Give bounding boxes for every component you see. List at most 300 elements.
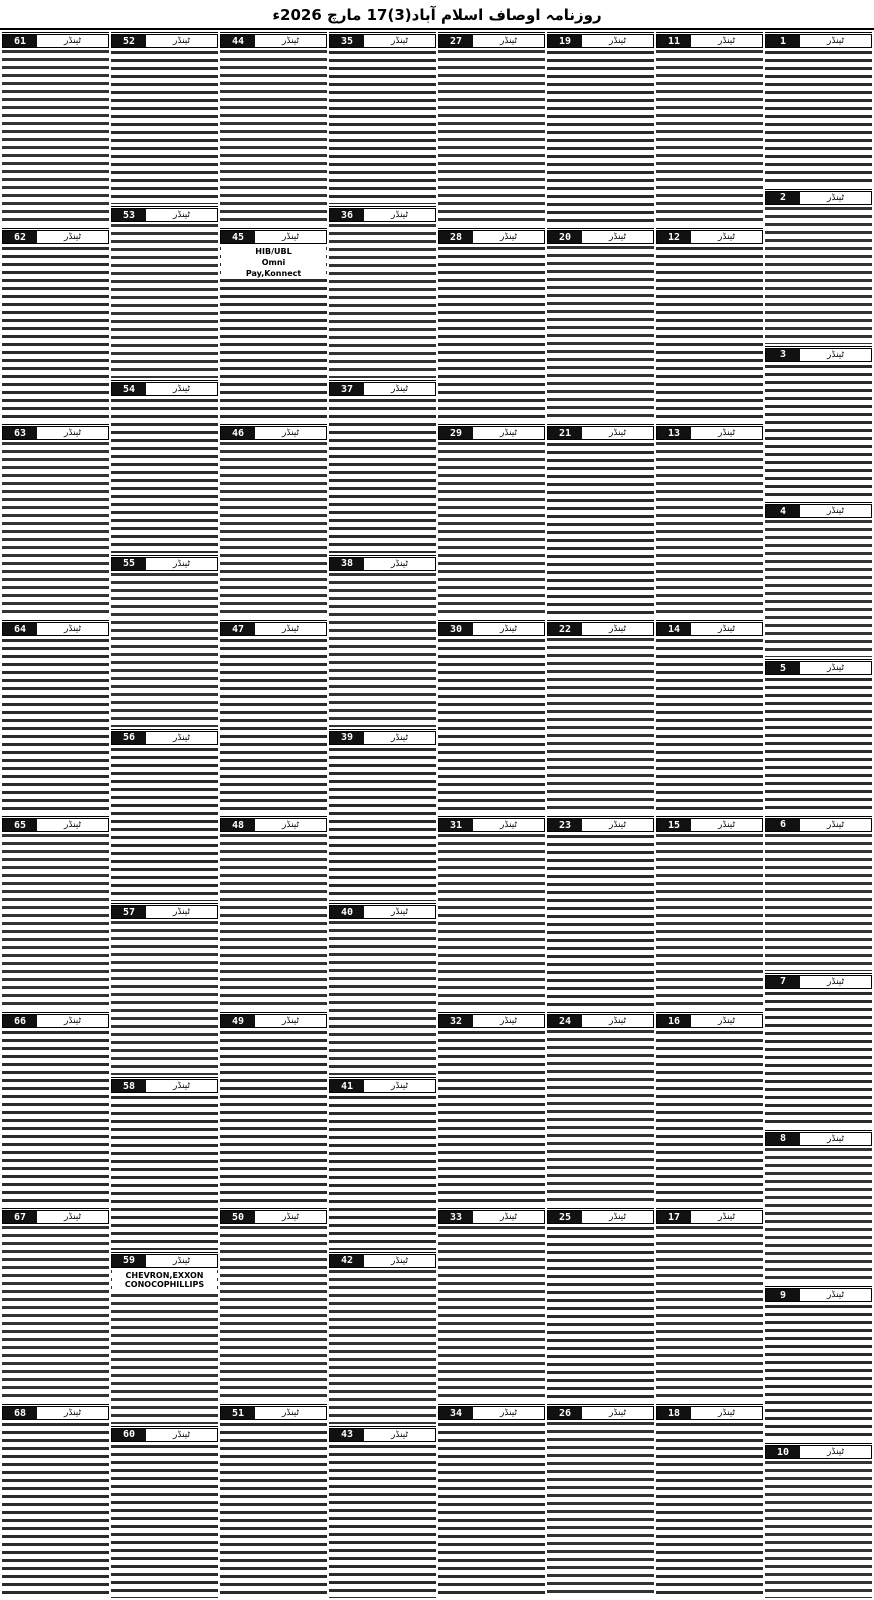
- news-item-body: [111, 396, 218, 552]
- news-item: [111, 206, 218, 378]
- news-item-label: ٹینڈر: [364, 35, 435, 47]
- news-item-number: 12: [657, 231, 691, 243]
- news-item-number: 25: [548, 1211, 582, 1223]
- news-item-header: [547, 1406, 654, 1420]
- news-item: [765, 189, 872, 344]
- news-item: [438, 1012, 545, 1206]
- news-item-number: 64: [3, 623, 37, 635]
- news-item: [329, 555, 436, 727]
- news-item-number: 51: [221, 1407, 255, 1419]
- news-item-number: 58: [112, 1080, 146, 1092]
- news-item-number: 7: [766, 976, 800, 988]
- news-item: [765, 973, 872, 1128]
- news-item-header: [656, 426, 763, 440]
- news-item-label: ٹینڈر: [800, 35, 871, 47]
- news-item: [329, 903, 436, 1075]
- news-item-header: [765, 1132, 872, 1146]
- news-item-header: [329, 1428, 436, 1442]
- news-item-header: [438, 426, 545, 440]
- news-item-number: 45: [221, 231, 255, 243]
- news-item: [220, 424, 327, 618]
- news-item-header: [656, 1406, 763, 1420]
- news-item-body: [547, 832, 654, 1010]
- news-item-number: 14: [657, 623, 691, 635]
- news-item: [111, 1252, 218, 1424]
- news-item-label: ٹینڈر: [691, 1211, 762, 1223]
- news-item-header: [547, 230, 654, 244]
- news-item: [2, 32, 109, 226]
- news-item-body: [220, 1224, 327, 1402]
- news-item-number: 2: [766, 192, 800, 204]
- news-item: [547, 620, 654, 814]
- news-item-body: [656, 1028, 763, 1206]
- news-item-body: [220, 832, 327, 1010]
- news-item-body: [220, 48, 327, 226]
- news-item-header: [765, 34, 872, 48]
- news-item-header: [547, 818, 654, 832]
- news-item-body: [220, 1420, 327, 1598]
- news-item-body: [111, 1093, 218, 1249]
- news-item-number: 24: [548, 1015, 582, 1027]
- news-item-label: ٹینڈر: [255, 819, 326, 831]
- news-item-number: 39: [330, 732, 364, 744]
- news-item-header: [438, 1210, 545, 1224]
- news-item-number: 28: [439, 231, 473, 243]
- news-item-number: 6: [766, 819, 800, 831]
- news-item-label: ٹینڈر: [800, 192, 871, 204]
- news-item-body: [2, 1028, 109, 1206]
- news-item-body: [220, 440, 327, 618]
- news-item: [220, 228, 327, 422]
- news-item-number: 47: [221, 623, 255, 635]
- news-item-number: 49: [221, 1015, 255, 1027]
- news-item-header: [438, 1014, 545, 1028]
- news-item-label: ٹینڈر: [582, 1015, 653, 1027]
- news-item-label: ٹینڈر: [691, 1407, 762, 1419]
- news-item-number: 13: [657, 427, 691, 439]
- news-item-number: 57: [112, 906, 146, 918]
- news-item-header: [220, 622, 327, 636]
- news-item-body: [329, 222, 436, 378]
- news-item-header: [765, 1445, 872, 1459]
- news-item: [765, 1130, 872, 1285]
- news-item-body: [111, 48, 218, 204]
- news-item-label: ٹینڈر: [582, 1407, 653, 1419]
- news-item: [2, 816, 109, 1010]
- news-item-header: [438, 1406, 545, 1420]
- news-item-header: [220, 1210, 327, 1224]
- news-item-label: ٹینڈر: [800, 505, 871, 517]
- news-item: [656, 424, 763, 618]
- news-item-header: [2, 230, 109, 244]
- news-item-body: [438, 832, 545, 1010]
- news-item: [220, 1012, 327, 1206]
- news-item-number: 19: [548, 35, 582, 47]
- news-item-header: [220, 426, 327, 440]
- news-item-label: ٹینڈر: [473, 623, 544, 635]
- news-item-label: ٹینڈر: [37, 231, 108, 243]
- news-item: [765, 32, 872, 187]
- news-item-label: ٹینڈر: [37, 1211, 108, 1223]
- news-item: [329, 729, 436, 901]
- news-item-body: [765, 832, 872, 971]
- news-item-label: ٹینڈر: [37, 819, 108, 831]
- news-item-header: [765, 661, 872, 675]
- news-item: [547, 1208, 654, 1402]
- news-item-body: [2, 1224, 109, 1402]
- news-item-label: ٹینڈر: [800, 976, 871, 988]
- news-item-header: [329, 1079, 436, 1093]
- news-item-number: 63: [3, 427, 37, 439]
- news-item-header: [220, 1014, 327, 1028]
- news-item-body: [656, 440, 763, 618]
- news-item-number: 31: [439, 819, 473, 831]
- news-item-label: ٹینڈر: [582, 35, 653, 47]
- news-item-label: ٹینڈر: [146, 35, 217, 47]
- news-item-label: ٹینڈر: [146, 383, 217, 395]
- news-item-body: [656, 832, 763, 1010]
- news-item-header: [329, 34, 436, 48]
- news-item-body: [111, 745, 218, 901]
- news-item-label: ٹینڈر: [691, 427, 762, 439]
- news-item: [111, 32, 218, 204]
- news-item-body: [765, 989, 872, 1128]
- news-item-header: [220, 818, 327, 832]
- news-item-body: [220, 244, 327, 422]
- news-item: [438, 1404, 545, 1598]
- news-item: [547, 816, 654, 1010]
- news-item-number: 30: [439, 623, 473, 635]
- news-item-body: [329, 745, 436, 901]
- news-item-body: [765, 362, 872, 501]
- news-item: [329, 1252, 436, 1424]
- news-item: [438, 228, 545, 422]
- news-item-label: ٹینڈر: [37, 35, 108, 47]
- news-item-header: [438, 818, 545, 832]
- news-item-number: 22: [548, 623, 582, 635]
- news-column: [765, 32, 872, 1598]
- news-item-header: [438, 622, 545, 636]
- news-item-body: [438, 1028, 545, 1206]
- news-item-label: ٹینڈر: [473, 35, 544, 47]
- news-item: [220, 32, 327, 226]
- news-item-label: ٹینڈر: [364, 906, 435, 918]
- news-item-header: [765, 818, 872, 832]
- news-item-number: 21: [548, 427, 582, 439]
- news-item-body: [220, 636, 327, 814]
- news-item-label: ٹینڈر: [255, 1407, 326, 1419]
- news-item-label: ٹینڈر: [146, 558, 217, 570]
- news-item-body: [547, 1224, 654, 1402]
- news-item-number: 16: [657, 1015, 691, 1027]
- news-item-number: 59: [112, 1255, 146, 1267]
- news-item: [111, 380, 218, 552]
- news-item-header: [765, 191, 872, 205]
- news-item-number: 55: [112, 558, 146, 570]
- news-item-number: 27: [439, 35, 473, 47]
- news-item-number: 40: [330, 906, 364, 918]
- news-item-label: ٹینڈر: [364, 1255, 435, 1267]
- news-item-label: ٹینڈر: [364, 1080, 435, 1092]
- news-item-label: ٹینڈر: [691, 623, 762, 635]
- news-item-number: 53: [112, 209, 146, 221]
- news-item-number: 50: [221, 1211, 255, 1223]
- news-item-number: 52: [112, 35, 146, 47]
- news-item-number: 20: [548, 231, 582, 243]
- news-item: [656, 32, 763, 226]
- news-item-label: ٹینڈر: [255, 427, 326, 439]
- news-item-header: [547, 34, 654, 48]
- news-item-label: ٹینڈر: [364, 558, 435, 570]
- news-item-header: [329, 731, 436, 745]
- news-item-body: [2, 48, 109, 226]
- news-item: [2, 1404, 109, 1598]
- news-item-header: [2, 34, 109, 48]
- news-item: [2, 620, 109, 814]
- news-item-number: 5: [766, 662, 800, 674]
- news-item: [765, 502, 872, 657]
- news-item-label: ٹینڈر: [146, 906, 217, 918]
- news-item-label: ٹینڈر: [582, 427, 653, 439]
- news-item-number: 17: [657, 1211, 691, 1223]
- news-item-header: [656, 1014, 763, 1028]
- news-item-number: 10: [766, 1446, 800, 1458]
- news-item-header: [765, 504, 872, 518]
- news-item-label: ٹینڈر: [364, 383, 435, 395]
- news-item-header: [2, 1210, 109, 1224]
- news-item: [547, 32, 654, 226]
- news-item-label: ٹینڈر: [146, 1429, 217, 1441]
- news-item: [329, 32, 436, 204]
- news-item: [656, 1012, 763, 1206]
- news-item-label: ٹینڈر: [800, 662, 871, 674]
- news-item-number: 56: [112, 732, 146, 744]
- news-item-label: ٹینڈر: [691, 1015, 762, 1027]
- news-item-header: [656, 230, 763, 244]
- news-item-label: ٹینڈر: [473, 1211, 544, 1223]
- news-item-label: ٹینڈر: [146, 1080, 217, 1092]
- news-item-number: 11: [657, 35, 691, 47]
- news-item-number: 37: [330, 383, 364, 395]
- news-item-label: ٹینڈر: [364, 209, 435, 221]
- news-item: [438, 424, 545, 618]
- news-item-number: 9: [766, 1289, 800, 1301]
- news-item-body: [111, 1268, 218, 1424]
- news-item-body: [111, 1442, 218, 1598]
- news-item-body: [547, 1420, 654, 1598]
- news-item-body: [111, 919, 218, 1075]
- news-item-label: ٹینڈر: [691, 231, 762, 243]
- news-item-number: 46: [221, 427, 255, 439]
- news-item-header: [2, 426, 109, 440]
- news-column: [329, 32, 436, 1598]
- news-item-header: [329, 905, 436, 919]
- news-item: [656, 1404, 763, 1598]
- news-item-body: [220, 1028, 327, 1206]
- news-item: [765, 1286, 872, 1441]
- news-item: [2, 228, 109, 422]
- news-item-label: ٹینڈر: [800, 1446, 871, 1458]
- news-item-header: [438, 230, 545, 244]
- news-item: [656, 620, 763, 814]
- news-item-header: [2, 1406, 109, 1420]
- news-item-label: ٹینڈر: [582, 623, 653, 635]
- news-item-label: ٹینڈر: [255, 1015, 326, 1027]
- news-item-number: 18: [657, 1407, 691, 1419]
- news-item-number: 38: [330, 558, 364, 570]
- news-item-body: [2, 832, 109, 1010]
- news-item: [765, 346, 872, 501]
- news-column: [220, 32, 327, 1598]
- news-item: [656, 1208, 763, 1402]
- news-column: [111, 32, 218, 1598]
- news-column: [2, 32, 109, 1598]
- news-item-header: [329, 557, 436, 571]
- news-item-label: ٹینڈر: [800, 819, 871, 831]
- news-item: [220, 816, 327, 1010]
- news-item: [329, 1426, 436, 1598]
- news-item: [111, 1077, 218, 1249]
- news-item-header: [111, 34, 218, 48]
- news-item-body: [438, 440, 545, 618]
- news-item-label: ٹینڈر: [800, 1289, 871, 1301]
- news-item-header: [111, 557, 218, 571]
- news-item-label: ٹینڈر: [473, 1407, 544, 1419]
- news-item-body: [329, 1442, 436, 1598]
- news-item-number: 68: [3, 1407, 37, 1419]
- news-item-label: ٹینڈر: [146, 732, 217, 744]
- news-item-label: ٹینڈر: [146, 209, 217, 221]
- news-item: [329, 380, 436, 552]
- news-item-number: 48: [221, 819, 255, 831]
- news-item-header: [111, 208, 218, 222]
- news-item-body: [329, 919, 436, 1075]
- news-item: [656, 816, 763, 1010]
- news-item-number: 66: [3, 1015, 37, 1027]
- embedded-latin-text: CHEVRON,EXXON CONOCOPHILLIPS: [112, 1270, 217, 1290]
- news-item: [765, 816, 872, 971]
- news-item-number: 33: [439, 1211, 473, 1223]
- news-item-header: [220, 230, 327, 244]
- news-item-number: 8: [766, 1133, 800, 1145]
- news-item: [765, 1443, 872, 1598]
- news-item-body: [438, 244, 545, 422]
- news-item: [329, 206, 436, 378]
- news-item-label: ٹینڈر: [37, 623, 108, 635]
- news-item-number: 44: [221, 35, 255, 47]
- news-item-header: [111, 731, 218, 745]
- embedded-latin-text: Omni: [221, 257, 326, 268]
- news-item-body: [765, 1302, 872, 1441]
- news-item-body: [765, 48, 872, 187]
- news-item-header: [111, 1428, 218, 1442]
- news-item-header: [438, 34, 545, 48]
- news-item-body: [111, 222, 218, 378]
- news-item-body: [329, 1268, 436, 1424]
- news-item-body: [765, 675, 872, 814]
- news-item-body: [2, 1420, 109, 1598]
- news-item-number: 1: [766, 35, 800, 47]
- news-item-body: [656, 1420, 763, 1598]
- news-item-body: [765, 205, 872, 344]
- news-item-body: [547, 440, 654, 618]
- news-item-body: [656, 1224, 763, 1402]
- news-item-number: 42: [330, 1255, 364, 1267]
- news-item: [220, 620, 327, 814]
- news-item-body: [2, 440, 109, 618]
- news-item-body: [329, 48, 436, 204]
- news-item-label: ٹینڈر: [37, 1407, 108, 1419]
- news-item: [656, 228, 763, 422]
- news-item: [2, 1012, 109, 1206]
- news-item-header: [111, 1079, 218, 1093]
- news-item: [438, 620, 545, 814]
- news-item-label: ٹینڈر: [691, 35, 762, 47]
- news-item-number: 23: [548, 819, 582, 831]
- news-item-header: [547, 1014, 654, 1028]
- news-item-body: [111, 571, 218, 727]
- news-item-body: [2, 244, 109, 422]
- news-item-label: ٹینڈر: [473, 231, 544, 243]
- news-item-header: [111, 382, 218, 396]
- news-grid: [2, 32, 872, 1598]
- news-item-body: [438, 1420, 545, 1598]
- news-item-label: ٹینڈر: [255, 623, 326, 635]
- news-item-header: [220, 34, 327, 48]
- news-item-label: ٹینڈر: [255, 1211, 326, 1223]
- news-item-header: [2, 1014, 109, 1028]
- news-item-number: 61: [3, 35, 37, 47]
- news-item-body: [765, 1146, 872, 1285]
- news-item-label: ٹینڈر: [255, 35, 326, 47]
- news-item: [547, 228, 654, 422]
- news-item-header: [656, 818, 763, 832]
- news-item: [765, 659, 872, 814]
- news-item-label: ٹینڈر: [364, 732, 435, 744]
- news-item: [111, 729, 218, 901]
- news-item-body: [656, 48, 763, 226]
- news-item-number: 29: [439, 427, 473, 439]
- news-column: [438, 32, 545, 1598]
- news-item: [547, 1404, 654, 1598]
- news-item-header: [547, 1210, 654, 1224]
- news-item: [438, 816, 545, 1010]
- news-item-label: ٹینڈر: [473, 819, 544, 831]
- news-item: [111, 555, 218, 727]
- news-item-label: ٹینڈر: [800, 349, 871, 361]
- news-item-number: 26: [548, 1407, 582, 1419]
- news-item-header: [2, 818, 109, 832]
- embedded-latin-text: HIB/UBL: [221, 246, 326, 257]
- news-item: [329, 1077, 436, 1249]
- news-item-number: 65: [3, 819, 37, 831]
- news-item-body: [656, 636, 763, 814]
- news-item-label: ٹینڈر: [582, 1211, 653, 1223]
- news-item-number: 34: [439, 1407, 473, 1419]
- news-item-label: ٹینڈر: [37, 1015, 108, 1027]
- masthead: [0, 0, 874, 30]
- news-item-body: [438, 48, 545, 226]
- news-item-body: [765, 518, 872, 657]
- news-item-header: [547, 622, 654, 636]
- news-item-number: 67: [3, 1211, 37, 1223]
- news-item-label: ٹینڈر: [582, 231, 653, 243]
- news-item-header: [111, 1254, 218, 1268]
- news-item-body: [329, 571, 436, 727]
- news-item-label: ٹینڈر: [255, 231, 326, 243]
- news-item: [438, 1208, 545, 1402]
- news-item-header: [111, 905, 218, 919]
